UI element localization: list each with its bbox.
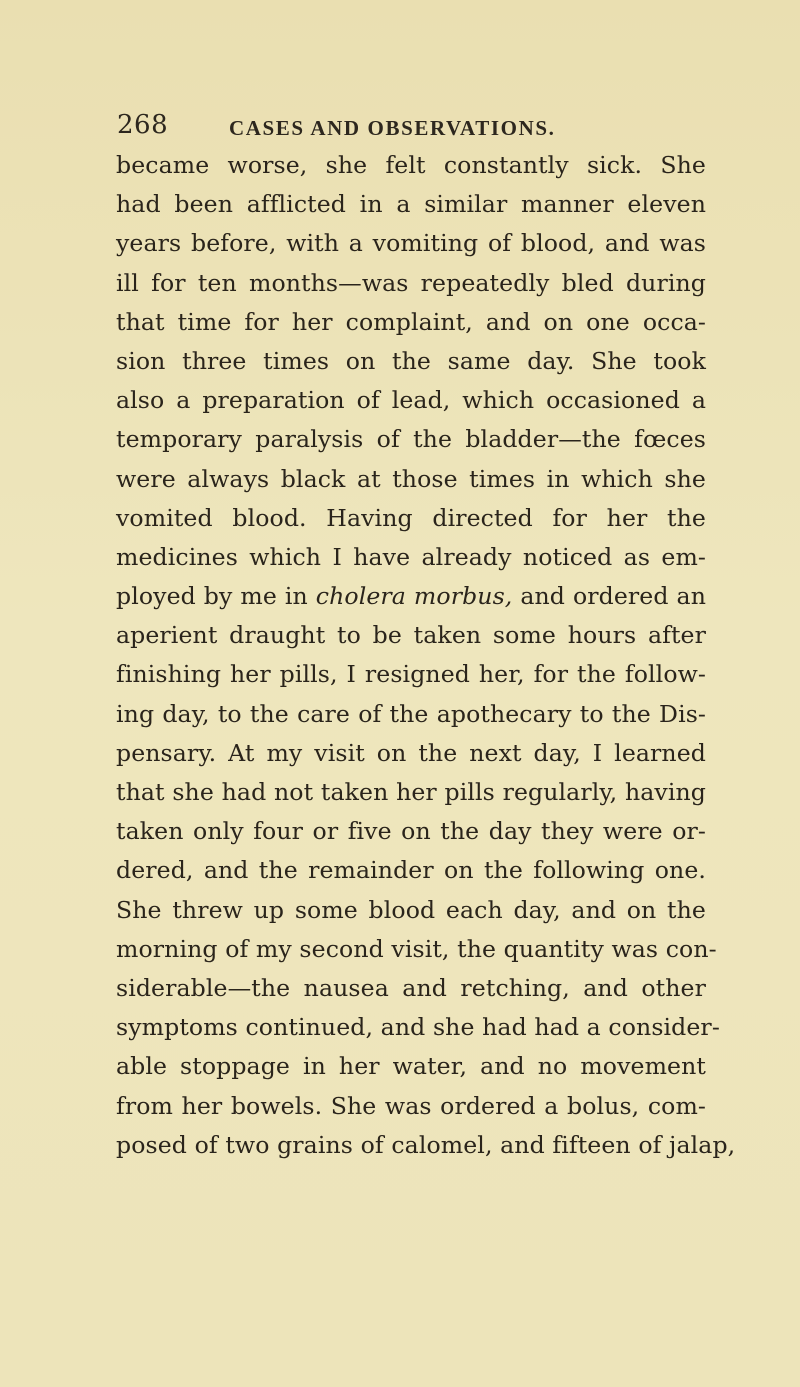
text-line: taken only four or five on the day they were or- xyxy=(116,817,706,846)
running-head-title: CASES AND OBSERVATIONS. xyxy=(229,116,556,140)
body-text xyxy=(116,146,736,1165)
text-line: temporary paralysis of the bladder—the fœces xyxy=(116,425,706,454)
text-line: able stoppage in her water, and no movement xyxy=(116,1052,706,1081)
text-line: morning of my second visit, the quantity was con- xyxy=(116,934,717,963)
text-line-with-italic xyxy=(116,577,706,616)
text-line: had been afflicted in a similar manner eleven xyxy=(116,190,706,219)
italic-term-cholera-morbus: cholera morbus, xyxy=(315,582,513,611)
text-line: symptoms continued, and she had had a consider- xyxy=(116,1013,720,1042)
text-line: She threw up some blood each day, and on the xyxy=(116,895,706,924)
text-line: ing day, to the care of the apothecary to the Dis- xyxy=(116,699,706,728)
text-line: sion three times on the same day. She took xyxy=(116,346,706,375)
text-line: that time for her complaint, and on one occa- xyxy=(116,307,706,336)
text-line: were always black at those times in which she xyxy=(116,464,706,493)
text-line: finishing her pills, I resigned her, for the follow- xyxy=(116,660,706,689)
text-line: years before, with a vomiting of blood, and was xyxy=(116,229,706,258)
text-line: medicines which I have already noticed as em- xyxy=(116,542,706,571)
text-line: siderable—the nausea and retching, and other xyxy=(116,973,706,1002)
text-segment: ployed by me in xyxy=(116,582,316,611)
text-segment: and ordered an xyxy=(512,582,706,611)
running-head xyxy=(117,110,737,150)
text-line: aperient draught to be taken some hours after xyxy=(116,621,706,650)
text-line: from her bowels. She was ordered a bolus, com- xyxy=(116,1091,706,1120)
text-line: that she had not taken her pills regularly, having xyxy=(116,778,706,806)
text-line: pensary. At my visit on the next day, I learned xyxy=(116,738,706,767)
text-line: dered, and the remainder on the following one. xyxy=(116,856,706,885)
text-line: ill for ten months—was repeatedly bled during xyxy=(116,268,706,297)
text-line: vomited blood. Having directed for her the xyxy=(116,503,706,532)
text-line: posed of two grains of calomel, and fifteen of jalap, xyxy=(116,1130,736,1159)
text-line: also a preparation of lead, which occasioned a xyxy=(116,386,706,415)
page-number: 268 xyxy=(117,110,169,140)
text-line: became worse, she felt constantly sick. She xyxy=(116,151,706,179)
